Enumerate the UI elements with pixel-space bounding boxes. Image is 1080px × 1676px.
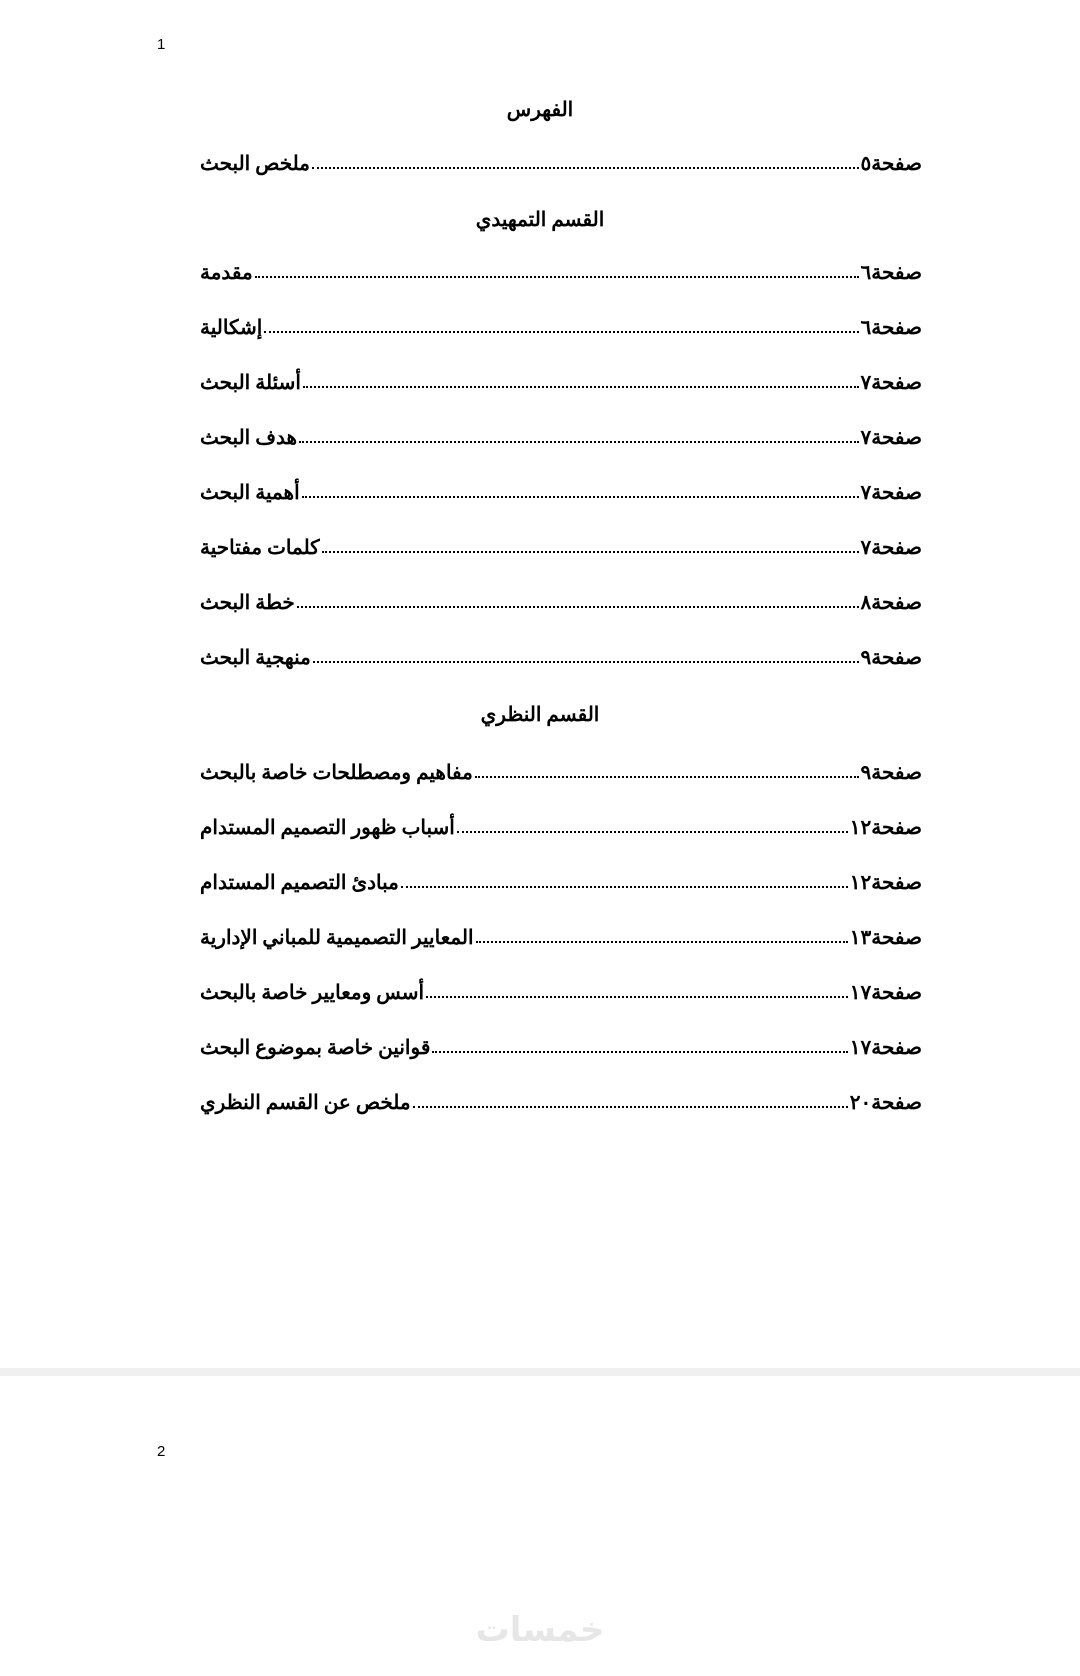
toc-entry-label: مبادئ التصميم المستدام — [200, 872, 399, 894]
toc-entry-page: صفحة١٧ — [849, 982, 922, 1004]
toc-entry-page: صفحة٧ — [860, 427, 922, 449]
toc-entry-page: صفحة٩ — [860, 647, 922, 669]
toc-leader-dots — [401, 885, 848, 888]
toc-entry-page: صفحة١٢ — [849, 817, 922, 839]
toc-entry-page: صفحة١٢ — [849, 872, 922, 894]
toc-leader-dots — [312, 166, 859, 169]
toc-entry-page: صفحة٦ — [860, 317, 922, 339]
toc-entry-page: صفحة١٣ — [849, 927, 922, 949]
toc-entry-page: صفحة٧ — [860, 372, 922, 394]
toc-row — [200, 640, 922, 668]
toc-row — [200, 365, 922, 393]
toc-leader-dots — [302, 495, 859, 498]
watermark-logo: خمسات — [475, 1610, 605, 1650]
toc-row — [200, 475, 922, 503]
toc-entry-label: إشكالية — [200, 317, 263, 339]
toc-leader-dots — [303, 385, 859, 388]
toc-entry-label: المعايير التصميمية للمباني الإدارية — [200, 927, 474, 949]
toc-entry-page: صفحة٨ — [860, 592, 922, 614]
toc-row — [200, 1085, 922, 1113]
toc-entry-page: صفحة٢٠ — [849, 1092, 922, 1114]
toc-entry-label: ملخص البحث — [200, 153, 310, 175]
page-number-1: 1 — [157, 36, 166, 53]
toc-leader-dots — [432, 1050, 847, 1053]
toc-leader-dots — [475, 775, 859, 778]
toc-leader-dots — [264, 330, 858, 333]
toc-leader-dots — [322, 550, 859, 553]
page-separator — [0, 1368, 1080, 1376]
toc-row — [200, 530, 922, 558]
toc-leader-dots — [476, 940, 848, 943]
toc-row — [200, 755, 922, 783]
toc-row — [200, 1030, 922, 1058]
toc-leader-dots — [297, 605, 859, 608]
toc-row — [200, 975, 922, 1003]
toc-entry-page: صفحة٧ — [860, 537, 922, 559]
section-heading-intro: القسم التمهيدي — [475, 209, 605, 231]
toc-row — [200, 810, 922, 838]
toc-leader-dots — [426, 995, 848, 998]
toc-entry-label: أسس ومعايير خاصة بالبحث — [200, 982, 425, 1004]
toc-row — [200, 585, 922, 613]
toc-leader-dots — [255, 275, 859, 278]
toc-row — [200, 420, 922, 448]
toc-entry-label: أهمية البحث — [200, 482, 300, 504]
toc-entry-label: أسباب ظهور التصميم المستدام — [200, 817, 455, 839]
page-number-2: 2 — [157, 1443, 166, 1460]
toc-entry-label: منهجية البحث — [200, 647, 311, 669]
toc-row-summary — [200, 146, 922, 174]
toc-leader-dots — [413, 1105, 848, 1108]
section-heading-theory: القسم النظري — [480, 704, 600, 726]
toc-row — [200, 920, 922, 948]
toc-entry-page: صفحة٩ — [860, 762, 922, 784]
toc-entry-page: صفحة١٧ — [849, 1037, 922, 1059]
toc-title: الفهرس — [506, 99, 574, 121]
toc-row — [200, 255, 922, 283]
toc-entry-label: مقدمة — [200, 262, 253, 284]
toc-leader-dots — [313, 660, 859, 663]
toc-row — [200, 865, 922, 893]
toc-row — [200, 310, 922, 338]
toc-leader-dots — [299, 440, 859, 443]
toc-entry-label: قوانين خاصة بموضوع البحث — [200, 1037, 431, 1059]
toc-entry-label: ملخص عن القسم النظري — [200, 1092, 411, 1114]
toc-entry-label: هدف البحث — [200, 427, 298, 449]
toc-entry-label: خطة البحث — [200, 592, 295, 614]
toc-entry-page: صفحة٧ — [860, 482, 922, 504]
toc-entry-label: أسئلة البحث — [200, 372, 301, 394]
toc-leader-dots — [457, 830, 848, 833]
toc-entry-label: مفاهيم ومصطلحات خاصة بالبحث — [200, 762, 473, 784]
toc-entry-label: كلمات مفتاحية — [200, 537, 320, 559]
toc-entry-page: صفحة٥ — [860, 153, 922, 175]
toc-entry-page: صفحة٦ — [860, 262, 922, 284]
